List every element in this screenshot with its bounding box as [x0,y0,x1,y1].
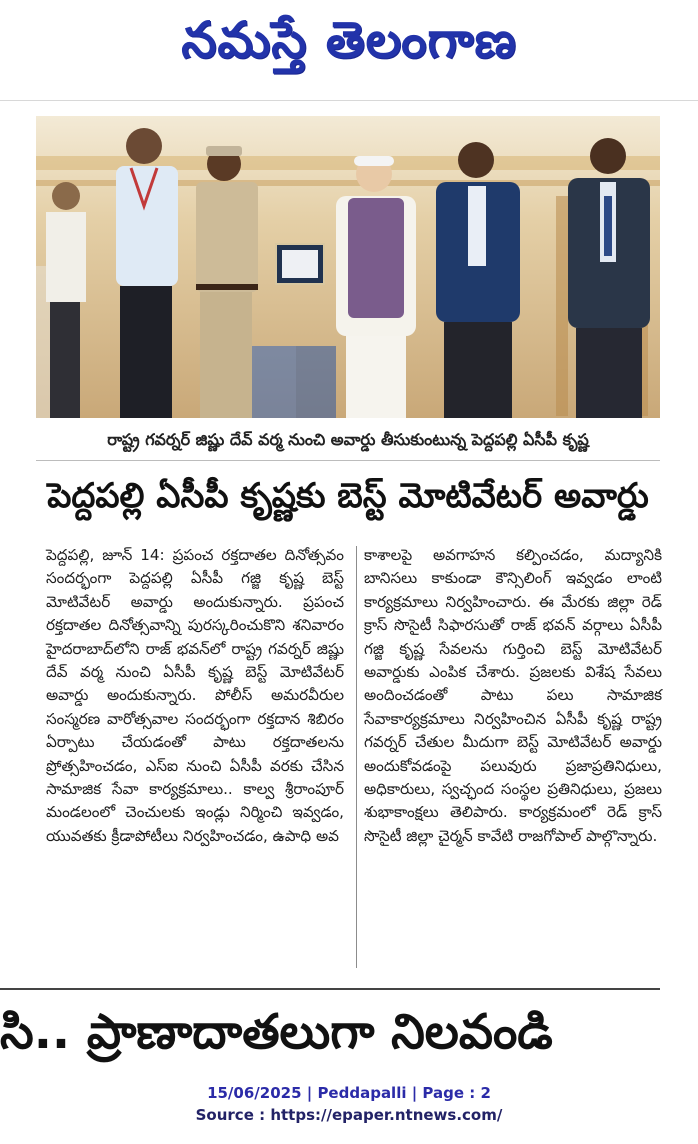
award-ceremony-illustration [36,116,660,418]
newspaper-logo: నమస్తే తెలంగాణ [181,10,517,69]
masthead-rule [0,100,698,101]
article-column-left: పెద్దపల్లి, జూన్ 14: ప్రపంచ రక్తదాతల దినోత్సవం సందర్భంగా పెద్దపల్లి ఏసీపీ గజ్జి కృష్ణ బెస్ట్ మోటివేటర్ అవార్డు అందుకున్నారు. ప్రపంచ రక్తదాతల దినోత్సవాన్ని పురస్కరించుకొని శనివారం హైదరాబాద్‌లోని రాజ్ భవన్‌లో రాష్ట్ర గవర్నర్ జిష్ణు దేవ్ వర్మ నుంచి ఏసీపీ కృష్ణ బెస్ట్ మోటివేటర్ అవార్డు అందుకున్నారు. పోలీస్ అమరవీరుల సంస్మరణ వారోత్సవాల సందర్భంగా రక్తదాన శిబిరం ఏర్పాటు చేయడంతో పాటు రక్తదాతలను ప్రోత్సహించడం, ఎస్ఐ నుంచి ఏసీపీ వరకు చేసిన సామాజిక సేవా కార్యక్రమాలు.. కాల్వ శ్రీరాంపూర్ మండలంలో చెంచులకు ఇండ్లు నిర్మించి ఇవ్వడం, యువతకు క్రీడాపోటీలు నిర్వహించడం, ఉపాధి అవ [46,546,344,845]
photo-caption: రాష్ట్ర గవర్నర్ జిష్ణు దేవ్ వర్మ నుంచి అవార్డు తీసుకుంటున్న పెద్దపల్లి ఏసీపీ కృష్ణ [107,430,589,449]
article-headline: పెద్దపల్లి ఏసీపీ కృష్ణకు బెస్ట్ మోటివేటర్ అవార్డు [47,476,649,516]
page-footer [0,1082,698,1126]
masthead [0,0,698,92]
column-divider [356,546,357,968]
footer-date-line: 15/06/2025 | Peddapalli | Page : 2 [207,1084,491,1102]
footer-source-line: Source : https://epaper.ntnews.com/ [195,1106,503,1124]
caption-rule [36,460,660,461]
news-photo [36,116,660,418]
article-column-right: కాశాలపై అవగాహన కల్పించడం, మద్యానికి బానిసలు కాకుండా కౌన్సిలింగ్ ఇవ్వడం లాంటి కార్యక్రమాలు నిర్వహించారు. ఈ మేరకు జిల్లా రెడ్ క్రాస్ సొసైటీ సిఫారసుతో రాజ్ భవన్ వర్గాలు ఏసీపీ గజ్జి కృష్ణ సేవలను గుర్తించి బెస్ట్ మోటివేటర్ అవార్డుకు ఎంపిక చేశారు. ప్రజలకు విశేష సేవలు అందించడంతో పాటు పలు సామాజిక సేవాకార్యక్రమాలు నిర్వహించిన ఏసీపీ కృష్ణ రాష్ట్ర గవర్నర్ చేతుల మీదుగా బెస్ట్ మోటివేటర్ అవార్డు అందుకోవడంపై పలువురు ప్రజాప్రతినిధులు, అధికారులు, స్వచ్ఛంద సంస్థల ప్రతినిధులు, ప్రజలు శుభాకాంక్షలు తెలిపారు. కార్యక్రమంలో రెడ్ క్రాస్ సొసైటీ జిల్లా చైర్మన్ కావేటి రాజగోపాల్ పాల్గొన్నారు. [364,546,662,845]
next-article-headline: సి.. ప్రాణాదాతలుగా నిలవండి [0,1004,553,1060]
section-rule [0,988,660,990]
